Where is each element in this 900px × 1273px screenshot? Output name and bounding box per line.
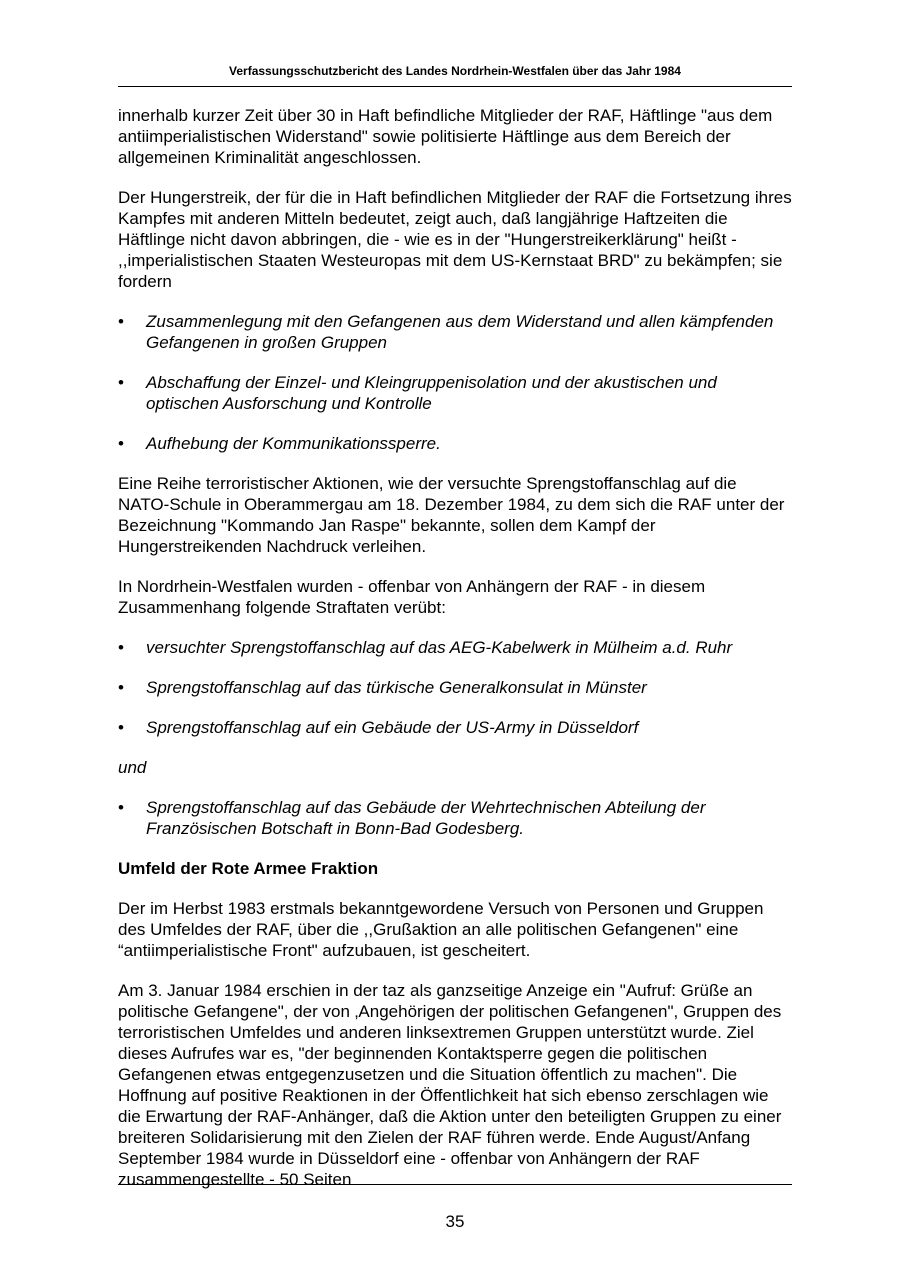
connector-text: und [118,758,147,777]
paragraph-hunger-strike: Der Hungerstreik, der für die in Haft befindlichen Mitglieder der RAF die Fortsetzung ihres Kampfes mit anderen Mitteln bedeutet, zeigt auch, daß langjährige Haftzeiten die Häftlinge nicht davon abbringen, die - wie es in der "Hungerstreikerklärung" heißt - ,,imperialistischen Staaten Westeuropas mit dem US-Kernstaat BRD" zu bekämpfen; sie fordern [118,188,792,291]
list-item [118,677,792,698]
page-number: 35 [445,1212,465,1231]
list-item-text: versuchter Sprengstoffanschlag auf das AEG-Kabelwerk in Mülheim a.d. Ruhr [146,638,733,657]
section-heading: Umfeld der Rote Armee Fraktion [118,859,379,878]
bullet-icon: • [118,638,124,657]
bullet-icon: • [118,373,124,392]
demands-list [118,311,792,454]
list-item [118,372,792,414]
offenses-list-final [118,797,792,839]
list-item-text: Zusammenlegung mit den Gefangenen aus dem Widerstand und allen kämpfenden Gefangenen in großen Gruppen [146,312,774,352]
paragraph-nrw-offenses: In Nordrhein-Westfalen wurden - offenbar von Anhängern der RAF - in diesem Zusammenhang folgende Straftaten verübt: [118,577,706,617]
list-item [118,797,792,839]
list-item-text: Aufhebung der Kommunikationssperre. [146,434,441,453]
bullet-icon: • [118,678,124,697]
list-item [118,433,792,454]
bullet-icon: • [118,434,124,453]
paragraph-front-attempt: Der im Herbst 1983 erstmals bekanntgewordene Versuch von Personen und Gruppen des Umfeldes der RAF, über die ,,Grußaktion an alle politischen Gefangenen" eine “antiimperialistische Front" aufzubauen, ist gescheitert. [118,899,764,960]
bullet-icon: • [118,312,124,331]
list-item-text: Abschaffung der Einzel- und Kleingruppenisolation und der akustischen und optischen Ausforschung und Kontrolle [146,373,717,413]
page-header: Verfassungsschutzbericht des Landes Nordrhein-Westfalen über das Jahr 1984 [229,64,681,78]
paragraph-taz-appeal: Am 3. Januar 1984 erschien in der taz als ganzseitige Anzeige ein "Aufruf: Grüße an politische Gefangene", der von ‚Angehörigen der politischen Gefangenen", Gruppen des terroristischen Umfeldes und anderen linksextremen Gruppen unterstützt wurde. Ziel dieses Aufrufes war es, "der beginnenden Kontaktsperre gegen die politischen Gefangenen etwas entgegenzusetzen und die Situation öffentlich zu machen". Die Hoffnung auf positive Reaktionen in der Öffentlichkeit hat sich ebenso zerschlagen wie die Erwartung der RAF-Anhänger, daß die Aktion unter den beteiligten Gruppen zu einer breiteren Solidarisierung mit den Zielen der RAF führen werde. Ende August/Anfang September 1984 wurde in Düsseldorf eine - offenbar von Anhängern der RAF zusammengestellte - 50 Seiten [118,981,782,1189]
bullet-icon: • [118,798,124,817]
list-item-text: Sprengstoffanschlag auf das Gebäude der Wehrtechnischen Abteilung der Französischen Botschaft in Bonn-Bad Godesberg. [146,798,706,838]
offenses-list [118,637,792,738]
list-item [118,637,792,658]
list-item [118,311,792,353]
list-item-text: Sprengstoffanschlag auf ein Gebäude der US-Army in Düsseldorf [146,718,639,737]
paragraph-prisoners: innerhalb kurzer Zeit über 30 in Haft befindliche Mitglieder der RAF, Häftlinge "aus dem antiimperialistischen Widerstand" sowie politisierte Häftlinge aus dem Bereich der allgemeinen Kriminalität angeschlossen. [118,106,773,167]
list-item [118,717,792,738]
footer-divider [118,1184,792,1185]
header-divider [118,86,792,87]
paragraph-terror-actions: Eine Reihe terroristischer Aktionen, wie der versuchte Sprengstoffanschlag auf die NATO-Schule in Oberammergau am 18. Dezember 1984, zu dem sich die RAF unter der Bezeichnung "Kommando Jan Raspe" bekannte, sollen dem Kampf der Hungerstreikenden Nachdruck verleihen. [118,474,785,556]
bullet-icon: • [118,718,124,737]
list-item-text: Sprengstoffanschlag auf das türkische Generalkonsulat in Münster [146,678,647,697]
document-body [118,105,792,1209]
